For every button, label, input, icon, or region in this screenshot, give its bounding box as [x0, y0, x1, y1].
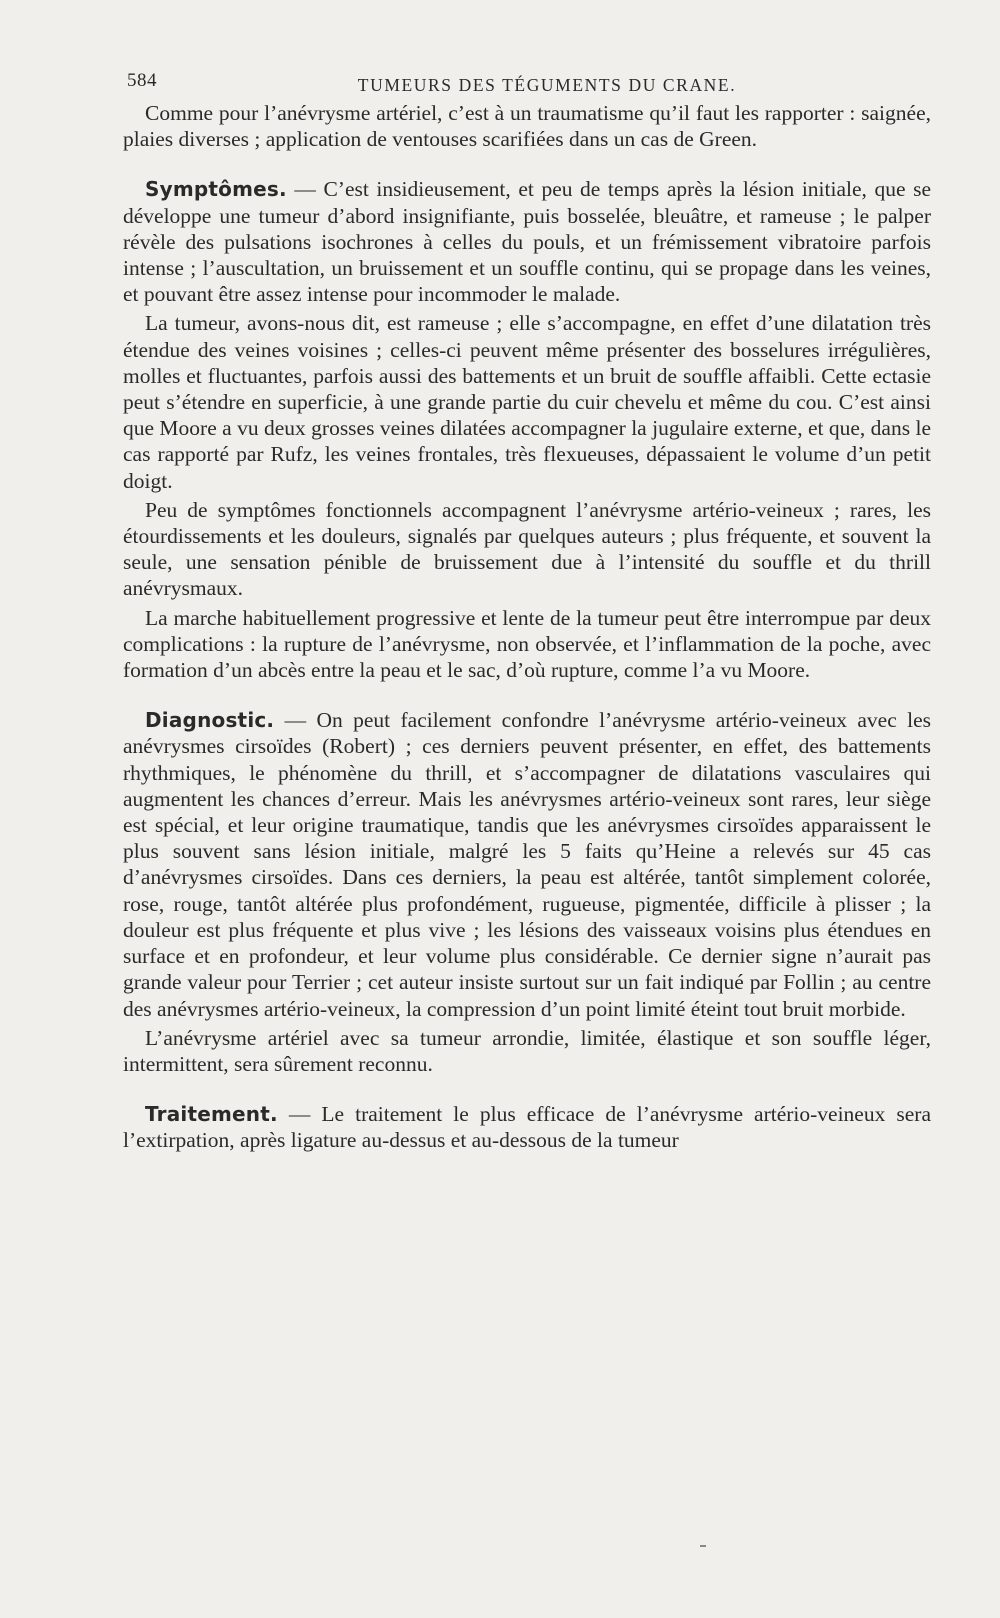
paragraph-tumeur-rameuse: La tumeur, avons-nous dit, est rameuse ; elle s’accompagne, en effet d’une dilatation très étendue des veines voisines ; celles-ci peuvent même présenter des bosselures irrégulières, molles et fluctuantes, parfois aussi des battements et un bruit de souffle affaibli. Cette ectasie peut s’étendre en superficie, à une grande partie du cuir chevelu et même du cou. C’est ainsi que Moore a vu deux grosses veines dilatées accompagner la jugulaire externe, et que, dans le cas rapporté par Rufz, les veines frontales, très flexueuses, dépassaient le volume d’un petit doigt. — [123, 311, 931, 493]
running-head-title: TUMEURS DES TÉGUMENTS DU CRANE. — [357, 75, 737, 95]
heading-symptomes: Symptômes. — [145, 177, 287, 202]
heading-diagnostic: Diagnostic. — [145, 708, 275, 733]
section-diagnostic — [123, 707, 931, 1021]
paragraph-symptomes-fonctionnels: Peu de symptômes fonctionnels accompagnent l’anévrysme artério-veineux ; rares, les étourdissements et les douleurs, signalés par quelques auteurs ; plus fréquente, et souvent la seule, une sensation pénible de bruissement due à l’intensité du souffle et du thrill anévrysmaux. — [123, 497, 931, 601]
page-number: 584 — [127, 70, 157, 91]
page-mark — [700, 1545, 706, 1547]
paragraph-traitement: — Le traitement le plus efficace de l’anévrysme artério-veineux sera l’extirpation, après ligature au-dessus et au-dessous de la tumeur — [123, 1102, 932, 1153]
paragraph-symptomes: — C’est insidieusement, et peu de temps après la lésion initiale, que se développe une tumeur d’abord insignifiante, puis bosselée, bleuâtre, et rameuse ; le palper révèle des pulsations isochrones à celles du pouls, et un frémissement vibratoire parfois intense ; l’auscultation, un bruissement et un souffle continu, qui se propage dans les veines, et pouvant être assez intense pour incommoder le malade. — [123, 177, 931, 307]
running-head — [123, 68, 931, 98]
section-traitement — [123, 1101, 931, 1153]
paragraph-marche: La marche habituellement progressive et lente de la tumeur peut être interrompue par deux complications : la rupture de l’anévrysme, non observée, et l’inflammation de la poche, avec formation d’un abcès entre la peau et le sac, d’où rupture, comme l’a vu Moore. — [123, 605, 931, 683]
page-content — [123, 68, 931, 1154]
paragraph-etiology: Comme pour l’anévrysme artériel, c’est à un traumatisme qu’il faut les rapporter : saignée, plaies diverses ; application de ventouses scarifiées dans un cas de Green. — [123, 101, 931, 152]
paragraph-anevrysme-arteriel: L’anévrysme artériel avec sa tumeur arrondie, limitée, élastique et son souffle léger, intermittent, sera sûrement reconnu. — [123, 1025, 931, 1076]
section-symptomes — [123, 176, 931, 307]
heading-traitement: Traitement. — [145, 1102, 278, 1127]
paragraph-diagnostic: — On peut facilement confondre l’anévrysme artério-veineux avec les anévrysmes cirsoïdes (Robert) ; ces derniers peuvent présenter, en effet, des battements rhythmiques, le phénomène du thrill, et s’accompagner de dilatations vasculaires qui augmentent les chances d’erreur. Mais les anévrysmes artério-veineux sont rares, leur siège est spécial, et leur origine traumatique, tandis que les anévrysmes cirsoïdes apparaissent le plus souvent sans lésion initiale, malgré les 5 faits qu’Heine a relevés sur 45 cas d’anévrysmes cirsoïdes. Dans ces derniers, la peau est altérée, tantôt simplement colorée, rose, rouge, tantôt altérée plus profondément, rugueuse, pigmentée, difficile à plisser ; la douleur est plus fréquente et plus vive ; les lésions des vaisseaux voisins plus étendues en surface et en profondeur, et leur volume plus considérable. Ce dernier signe n’aurait pas grande valeur pour Terrier ; cet auteur insiste surtout sur un fait indiqué par Follin ; au centre des anévrysmes artério-veineux, la compression d’un point limité éteint tout bruit morbide. — [123, 708, 932, 1021]
